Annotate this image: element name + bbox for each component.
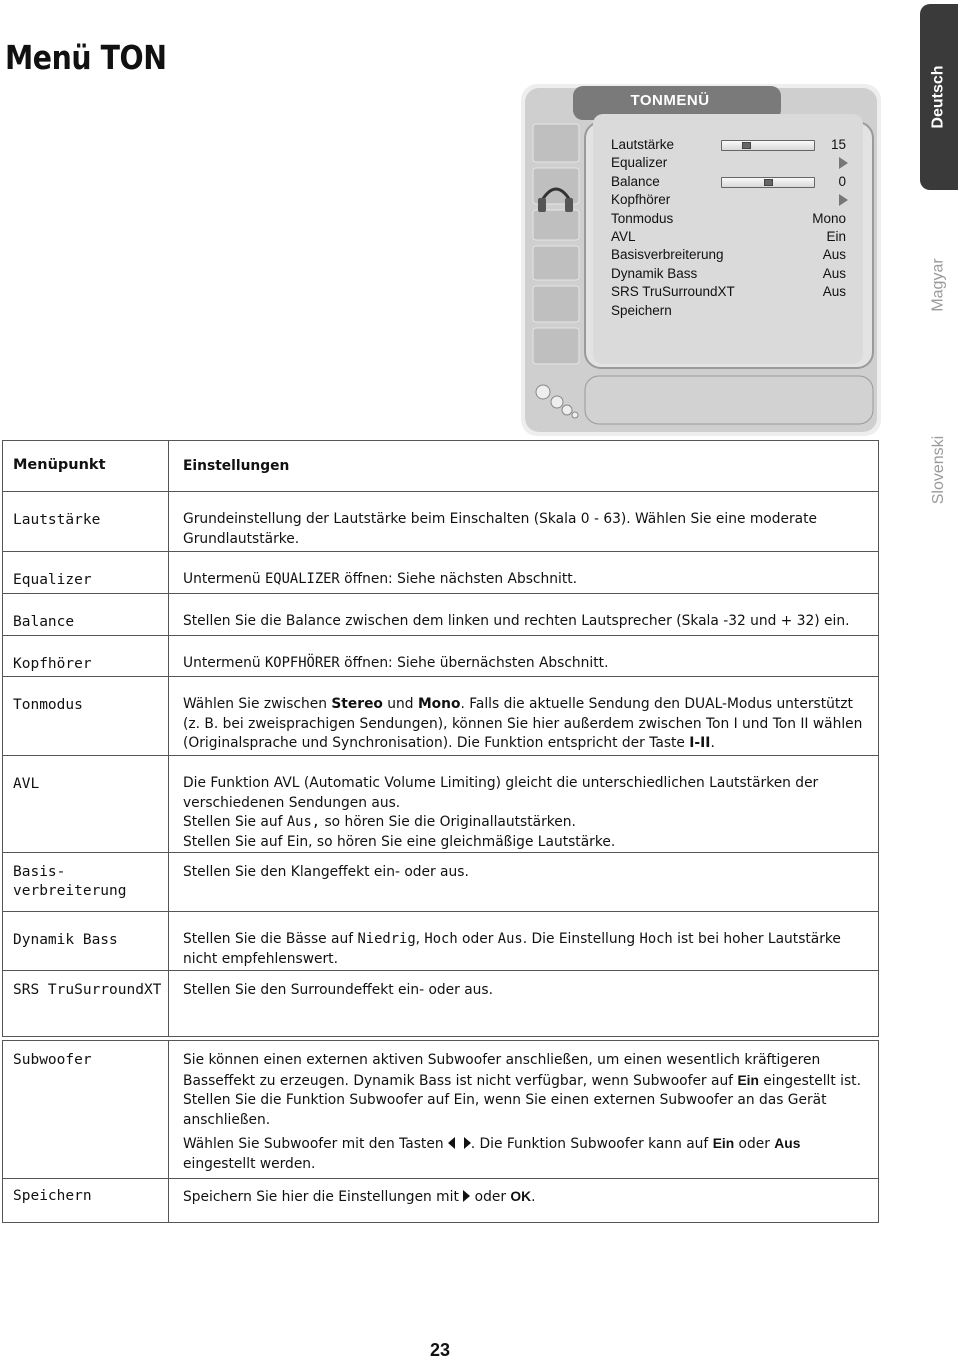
tv-menu-title: TONMENÜ [630,92,710,109]
page-title: Menü TON [5,38,167,77]
row-key: AVL [13,776,40,792]
table-row [3,1041,879,1179]
row-desc: Stellen Sie die Bässe auf Niedrig, Hoch oder Aus. Die Einstellung Hoch ist bei hoher Lautstärke nicht empfehlenswert. [183,931,841,967]
tab-magyar[interactable]: Magyar [930,258,948,312]
row-desc: Stellen Sie die Balance zwischen dem linken und rechten Lautsprecher (Skala -32 und + 32) ein. [183,613,850,629]
row-desc: Untermenü KOPFHÖRER öffnen: Siehe übernächsten Abschnitt. [183,655,609,671]
tv-menu-list [611,136,848,320]
row-desc: Sie können einen externen aktiven Subwoofer anschließen, um einen wesentlich kräftigeren Basseffekt zu erzeugen. Dynamik Bass ist nicht verfügbar, wenn Subwoofer auf Ein eingestellt ist. Stellen Sie die Funktion Subwoofer auf Ein, wenn Sie einen externen Subwoofer an das Gerät anschließen. Wählen Sie Subwoofer mit den Tasten . Die Funktion Subwoofer kann auf Ein oder Aus eingestellt werden. [183,1052,861,1172]
arrow-right-icon [464,1137,471,1149]
row-key: SRS TruSurroundXT [13,982,162,998]
menu-item-srs[interactable]: SRS TruSurroundXT Aus [611,284,846,300]
header-menuepunkt: Menüpunkt [13,457,106,473]
menu-item-speichern[interactable]: Speichern [611,302,672,318]
table-row [3,677,879,756]
menu-item-dynamik-bass[interactable]: Dynamik Bass Aus [611,265,846,281]
row-key: Equalizer [13,572,92,588]
row-key: Balance [13,614,75,630]
row-key: Basis-verbreiterung [13,864,127,899]
arrow-left-icon [448,1137,455,1149]
page-number: 23 [429,1340,451,1360]
row-desc: Stellen Sie den Klangeffekt ein- oder aus. [183,864,469,880]
menu-item-basisverbreiterung[interactable]: Basisverbreiterung Aus [611,247,846,263]
slider-handle[interactable] [742,142,751,149]
table-row [3,853,879,912]
table-row [3,636,879,677]
menu-item-avl[interactable]: AVL Ein [611,228,846,244]
menu-item-balance[interactable]: Balance 0 [611,173,846,189]
row-desc: Grundeinstellung der Lautstärke beim Einschalten (Skala 0 - 63). Wählen Sie eine moderate Grundlautstärke. [183,511,818,547]
menu-item-lautstaerke[interactable]: Lautstärke 15 [611,137,846,152]
row-key: Dynamik Bass [13,932,118,948]
row-desc: Wählen Sie zwischen Stereo und Mono. Falls die aktuelle Sendung den DUAL-Modus unterstützt (z. B. bei zweisprachigen Sendungen), können Sie hier außerdem zwischen Ton I und Ton II wählen (Originalsprache und Synchronisation). Die Funktion entspricht der Taste I-II. [183,696,863,751]
table-row [3,971,879,1037]
row-key: Subwoofer [13,1052,92,1068]
arrow-right-icon [839,157,848,169]
row-key: Tonmodus [13,697,83,713]
row-key: Kopfhörer [13,656,92,672]
slider-handle[interactable] [764,179,773,186]
row-desc: Die Funktion AVL (Automatic Volume Limiting) gleicht die unterschiedlichen Lautstärken der verschiedenen Sendungen aus. Stellen Sie auf Aus, so hören Sie die Originallautstärken. Stellen Sie auf Ein, so hören Sie eine gleichmäßige Lautstärke. [183,775,819,850]
menu-item-tonmodus[interactable]: Tonmodus Mono [611,210,846,226]
tab-slovenski[interactable]: Slovenski [930,435,948,505]
row-key: Speichern [13,1188,92,1204]
menu-item-kopfhoerer[interactable]: Kopfhörer [611,191,848,209]
volume-bar[interactable] [721,140,815,151]
settings-table [2,440,879,1223]
row-desc: Stellen Sie den Surroundeffekt ein- oder aus. [183,982,493,998]
table-row [3,594,879,636]
arrow-right-icon [839,194,848,206]
row-key: Lautstärke [13,512,101,528]
table-header-row [3,441,879,492]
table-row [3,552,879,594]
table-row [3,756,879,853]
row-desc: Speichern Sie hier die Einstellungen mit oder OK. [183,1189,536,1205]
table-row [3,1179,879,1223]
table-row [3,492,879,552]
menu-item-equalizer[interactable]: Equalizer [611,154,848,172]
tab-deutsch[interactable]: Deutsch [920,4,958,190]
table-row [3,912,879,971]
balance-bar[interactable] [721,177,815,188]
header-einstellungen: Einstellungen [183,458,290,474]
row-desc: Untermenü EQUALIZER öffnen: Siehe nächsten Abschnitt. [183,571,578,587]
